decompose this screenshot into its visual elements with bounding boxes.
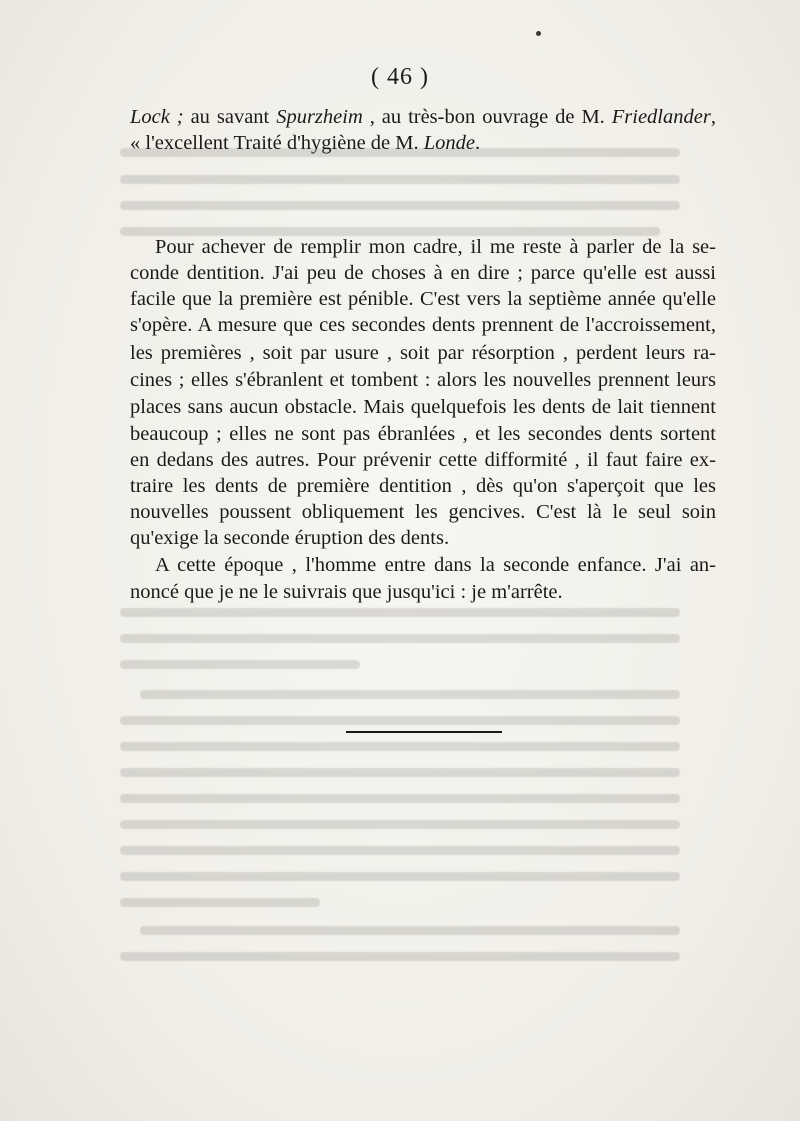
paragraph-line: nouvelles poussent obliquement les gencives. C'est là le seul soin (130, 501, 716, 523)
page-number: ( 46 ) (371, 64, 429, 90)
paragraph-line: beaucoup ; elles ne sont pas ébranlées , et les secondes dents sortent (130, 423, 716, 445)
section-end-rule (346, 731, 502, 733)
paragraph-line: facile que la première est pénible. C'est vers la septième année qu'elle (130, 288, 716, 310)
text-line (130, 130, 716, 156)
text-span: . (475, 132, 481, 154)
author-name: Spurzheim (276, 106, 363, 128)
paragraph-line: traire les dents de première dentition , dès qu'on s'aperçoit que les (130, 475, 716, 497)
text-span: au savant (183, 106, 277, 128)
author-name: Lock ; (130, 106, 184, 128)
paragraph-line: s'opère. A mesure que ces secondes dents prennent de l'accroissement, (130, 314, 716, 336)
ink-speck (536, 31, 541, 36)
paragraph-line: les premières , soit par usure , soit par résorption , perdent leurs ra- (130, 342, 716, 364)
text-span: , au très-bon ouvrage de M. (362, 106, 612, 128)
paragraph-line: qu'exige la seconde éruption des dents. (130, 527, 450, 549)
paragraph-line: en dedans des autres. Pour prévenir cette difformité , il faut faire ex- (130, 449, 716, 471)
paragraph-line: places sans aucun obstacle. Mais quelquefois les dents de lait tiennent (130, 396, 716, 418)
paragraph-line: Pour achever de remplir mon cadre, il me reste à parler de la se- (155, 236, 716, 258)
paragraph-line: noncé que je ne le suivrais que jusqu'ici : je m'arrête. (130, 581, 563, 603)
text-line (130, 104, 716, 130)
author-name: Londe (423, 132, 476, 154)
paragraph-line: conde dentition. J'ai peu de choses à en dire ; parce qu'elle est aussi (130, 262, 716, 284)
text-span: , (710, 106, 716, 128)
paragraph-line: cines ; elles s'ébranlent et tombent : alors les nouvelles prennent leurs (130, 369, 716, 391)
author-name: Friedlander (611, 106, 711, 128)
paragraph-line: A cette époque , l'homme entre dans la seconde enfance. J'ai an- (155, 554, 716, 576)
text-span: « l'excellent Traité d'hygiène de M. (130, 132, 424, 154)
